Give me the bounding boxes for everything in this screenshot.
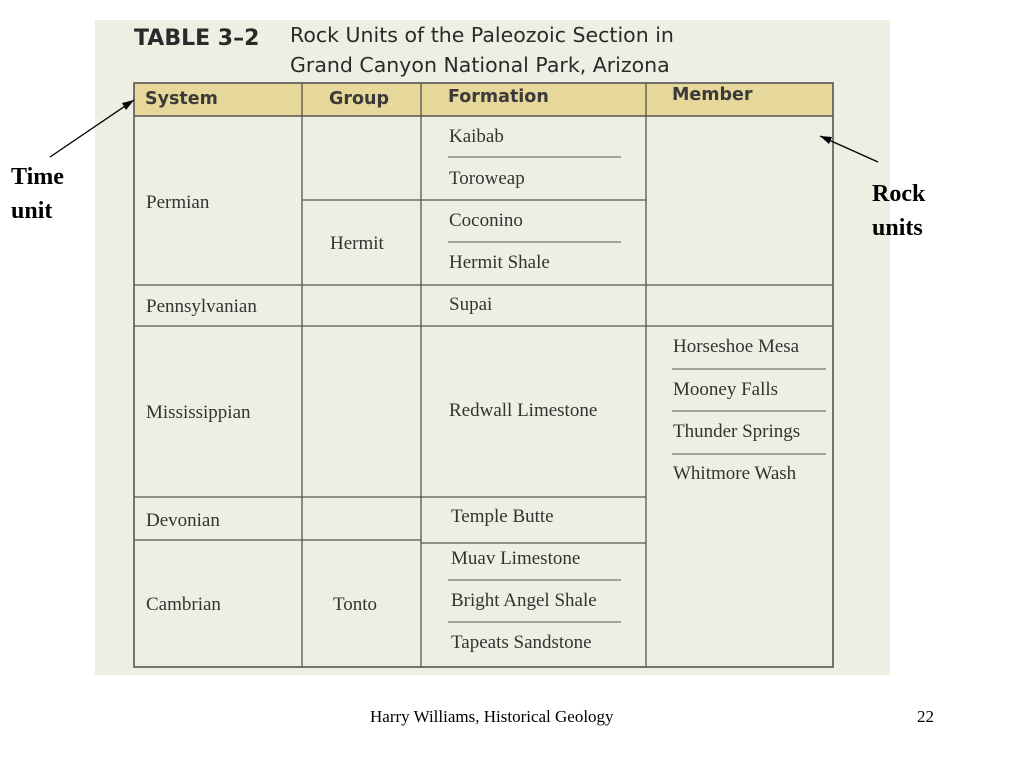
group-hermit: Hermit <box>330 233 384 254</box>
time-unit-arrow <box>50 100 134 157</box>
member-mooney-falls: Mooney Falls <box>673 379 779 400</box>
table-title-line1: Rock Units of the Paleozoic Section in <box>290 23 674 47</box>
rock-units-label <box>872 177 925 245</box>
footer-author: Harry Williams, Historical Geology <box>370 707 614 726</box>
page-number: 22 <box>917 707 934 726</box>
rock-units-arrow <box>820 136 878 162</box>
header-member: Member <box>672 85 753 105</box>
rock-units-line2: units <box>872 215 923 241</box>
formation-coconino: Coconino <box>449 210 523 231</box>
system-permian: Permian <box>146 192 210 213</box>
header-group: Group <box>329 89 390 109</box>
group-tonto: Tonto <box>333 594 378 615</box>
system-devonian: Devonian <box>146 510 220 531</box>
formation-kaibab: Kaibab <box>449 126 504 147</box>
system-pennsylvanian: Pennsylvanian <box>146 296 257 317</box>
formation-supai: Supai <box>449 294 493 315</box>
formation-hermit-shale: Hermit Shale <box>449 252 550 273</box>
formation-redwall-limestone: Redwall Limestone <box>449 400 598 421</box>
system-mississippian: Mississippian <box>146 402 251 423</box>
system-cambrian: Cambrian <box>146 594 221 615</box>
formation-bright-angel-shale: Bright Angel Shale <box>451 590 597 611</box>
member-whitmore-wash: Whitmore Wash <box>673 463 797 484</box>
formation-temple-butte: Temple Butte <box>451 506 554 527</box>
time-unit-line2: unit <box>11 198 53 224</box>
time-unit-label <box>11 160 64 228</box>
header-formation: Formation <box>448 87 549 107</box>
time-unit-line1: Time <box>11 164 64 190</box>
header-system: System <box>145 89 218 109</box>
rock-units-line1: Rock <box>872 181 926 207</box>
table-label: TABLE 3–2 <box>134 26 260 51</box>
member-horseshoe-mesa: Horseshoe Mesa <box>673 336 800 357</box>
table-title-line2: Grand Canyon National Park, Arizona <box>290 53 670 77</box>
formation-muav-limestone: Muav Limestone <box>451 548 581 569</box>
formation-toroweap: Toroweap <box>449 168 525 189</box>
formation-tapeats-sandstone: Tapeats Sandstone <box>451 632 592 653</box>
member-thunder-springs: Thunder Springs <box>673 421 801 442</box>
